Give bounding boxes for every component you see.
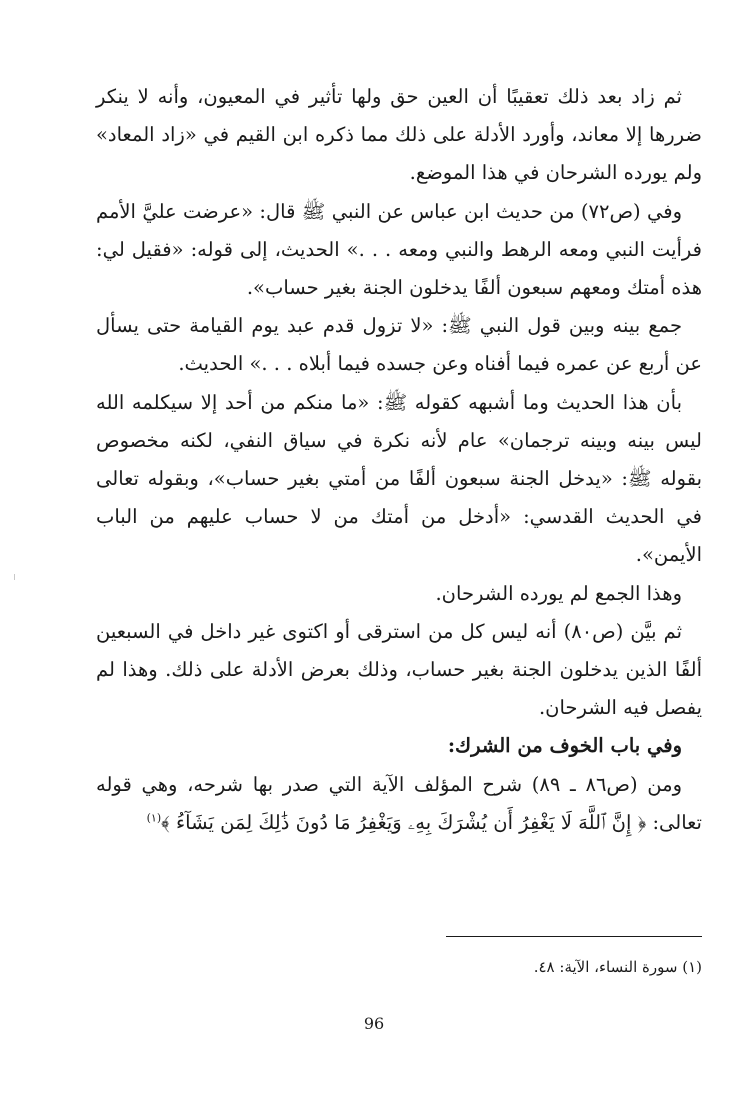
paragraph-1: ثم زاد بعد ذلك تعقيبًا أن العين حق ولها تأثير في المعيون، وأنه لا ينكر ضررها إلا معاند، وأورد الأدلة على ذلك مما ذكره ابن القيم في «زاد المعاد» ولم يورده الشرحان في هذا الموضع. (96, 85, 702, 185)
paragraph-7 (96, 766, 702, 842)
footnote-marker: (١) (146, 811, 162, 825)
page-number: 96 (363, 1014, 385, 1033)
margin-mark (14, 574, 15, 580)
body-text (96, 78, 702, 842)
paragraph-2: وفي (ص٧٢) من حديث ابن عباس عن النبي ﷺ قال: «عرضت عليَّ الأمم فرأيت النبي ومعه الرهط والنبي ومعه . . .» الحديث، إلى قوله: «فقيل لي: هذه أمتك ومعهم سبعون ألفًا يدخلون الجنة بغير حساب». (96, 199, 702, 300)
paragraph-3: جمع بينه وبين قول النبي ﷺ: «لا تزول قدم عبد يوم القيامة حتى يسأل عن أربع عن عمره فيما أفناه وعن جسده فيما أبلاه . . .» الحديث. (96, 314, 702, 376)
footnote: (١) سورة النساء، الآية: ٤٨. (533, 958, 702, 976)
section-heading: وفي باب الخوف من الشرك: (447, 734, 682, 758)
paragraph-7-text: ومن (ص٨٦ ـ ٨٩) شرح المؤلف الآية التي صدر بها شرحه، وهي قوله تعالى: ﴿ إِنَّ ٱللَّهَ لَا يَغْفِرُ أَن يُشْرَكَ بِهِۦ وَيَغْفِرُ مَا دُونَ ذَٰلِكَ لِمَن يَشَآءُ ﴾ (96, 772, 702, 834)
paragraph-6: ثم بيَّن (ص٨٠) أنه ليس كل من استرقى أو اكتوى غير داخل في السبعين ألفًا الذين يدخلون الجنة بغير حساب، وذلك بعرض الأدلة على ذلك. وهذا لم يفصل فيه الشرحان. (96, 619, 702, 720)
paragraph-5: وهذا الجمع لم يورده الشرحان. (435, 581, 682, 605)
paragraph-4: بأن هذا الحديث وما أشبهه كقوله ﷺ: «ما منكم من أحد إلا سيكلمه الله ليس بينه وبينه ترجمان» عام لأنه نكرة في سياق النفي، لكنه مخصوص بقوله ﷺ: «يدخل الجنة سبعون ألفًا من أمتي بغير حساب»، وبقوله تعالى في الحديث القدسي: «أدخل من أمتك من لا حساب عليهم من الباب الأيمن». (96, 390, 702, 567)
footnote-divider (446, 936, 702, 937)
